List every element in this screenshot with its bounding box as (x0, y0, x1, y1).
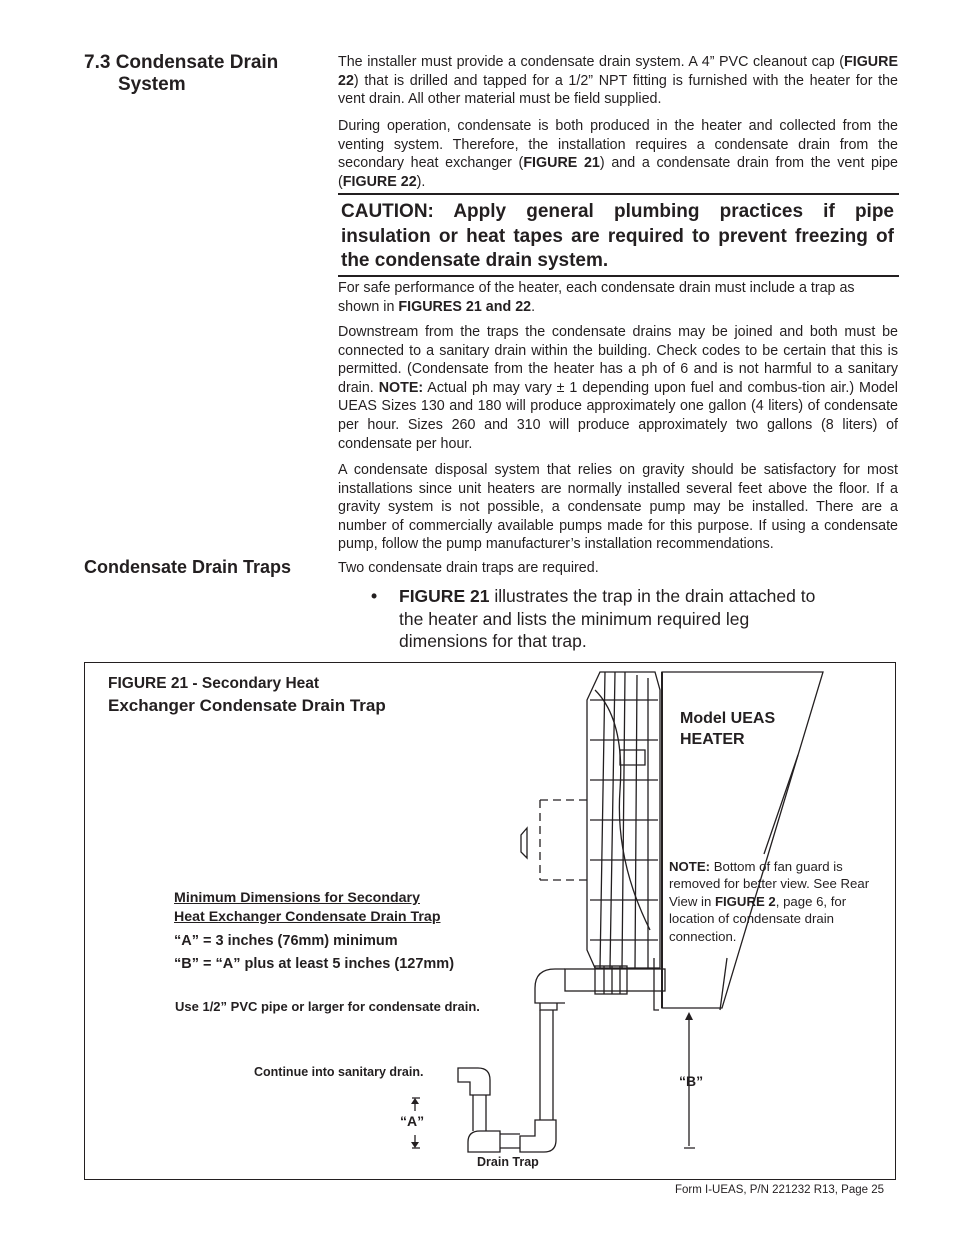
model-label-line2: HEATER (680, 731, 745, 748)
page-footer: Form I-UEAS, P/N 221232 R13, Page 25 (675, 1184, 885, 1196)
drain-trap-label: Drain Trap (477, 1155, 539, 1169)
para1-text-2: ) that is drilled and tapped for a 1/2” NPT fitting is furnished with the heater for the vent drain. All other material must be field supplied. (338, 72, 898, 108)
section-title-line2: System (118, 74, 186, 95)
para3-ref: FIGURES 21 and 22 (398, 298, 532, 315)
para4-text-1: Downstream from the traps the condensate drains may be joined and both must be connected to a sanitary drain within the building. Check codes to be certain that this is permitted. (Condensate from the heater has a ph of 6 and is not harmful to a sanitary drain. (338, 324, 898, 396)
section-title-line1: Condensate Drain (115, 52, 279, 73)
para3-text-2: . (531, 298, 536, 315)
para2-ref-1: FIGURE 21 (523, 155, 600, 172)
para1-text-1: The installer must provide a condensate drain system. A 4” PVC cleanout cap ( (338, 54, 844, 70)
caution-notice: CAUTION: Apply general plumbing practices if pipe insulation or heat tapes are required to prevent freezing of the condensate drain system. (341, 201, 894, 271)
note-text-1: Bottom of fan guard is removed for better view. See Rear View in (669, 859, 870, 909)
sanitary-drain-note: Continue into sanitary drain. (254, 1065, 424, 1079)
para4-text-2: Actual ph may vary ± 1 depending upon fuel and combus-tion air.) Model UEAS Sizes 130 and 180 will produce approximately one gallon (4 liters) of condensate per hour. Sizes 260 and 310 will produce approximately two gallons (8 liters) of condensate per hour. (338, 379, 898, 452)
traps-heading: Condensate Drain Traps (84, 557, 292, 577)
para5-text: A condensate disposal system that relies on gravity should be satisfactory for most installations since unit heaters are normally installed several feet above the floor. If a gravity system is not possible, a condensate pump may be installed. There are a number of commercially available pumps made for this purpose. If using a condensate pump, follow the pump manufacturer’s installation recommendations. (338, 462, 898, 553)
pvc-note: Use 1/2” PVC pipe or larger for condensate drain. (175, 999, 480, 1014)
figure-title-line2: Exchanger Condensate Drain Trap (108, 696, 386, 715)
figure-title-line1: FIGURE 21 - Secondary Heat (108, 675, 320, 692)
dimension-a-label: “A” (400, 1113, 425, 1129)
traps-intro: Two condensate drain traps are required. (338, 560, 599, 576)
bullet-dot: • (371, 586, 378, 606)
para2-ref-2: FIGURE 22 (342, 173, 417, 190)
section-number: 7.3 (84, 52, 111, 73)
min-dimensions-line2: Heat Exchanger Condensate Drain Trap (174, 909, 441, 925)
para2-text-1: During operation, condensate is both produced in the heater and collected from the venting system. Therefore, the installation requires a condensate drain from the secondary heat exchanger ( (338, 118, 898, 172)
para1-ref: FIGURE 22 (338, 54, 898, 89)
bullet-ref: FIGURE 21 (399, 586, 490, 606)
para3-text-1: For safe performance of the heater, each condensate drain must include a trap as shown in (338, 280, 855, 315)
para4-note: NOTE: (378, 379, 424, 396)
bullet-text: illustrates the trap in the drain attached to the heater and lists the minimum required leg dimensions for that trap. (399, 586, 816, 651)
note-label: NOTE: (669, 859, 711, 874)
model-label (680, 708, 775, 750)
para2-text-3: ). (416, 173, 426, 190)
min-dimensions-line1: Minimum Dimensions for Secondary (174, 890, 420, 906)
dimension-b-spec: “B” = “A” plus at least 5 inches (127mm) (174, 956, 455, 972)
figure-title (108, 673, 438, 717)
dimension-b-label: “B” (679, 1073, 704, 1089)
para2-text-2: ) and a condensate drain from the vent pipe ( (338, 155, 898, 190)
model-label-line1: Model UEAS (680, 710, 776, 727)
dimension-a-spec: “A” = 3 inches (76mm) minimum (174, 933, 398, 949)
figure-note (669, 858, 874, 945)
note-text-2: , page 6, for location of condensate drain connection. (669, 893, 847, 944)
min-dimensions-heading (174, 889, 441, 927)
note-ref: FIGURE 2 (714, 893, 776, 909)
